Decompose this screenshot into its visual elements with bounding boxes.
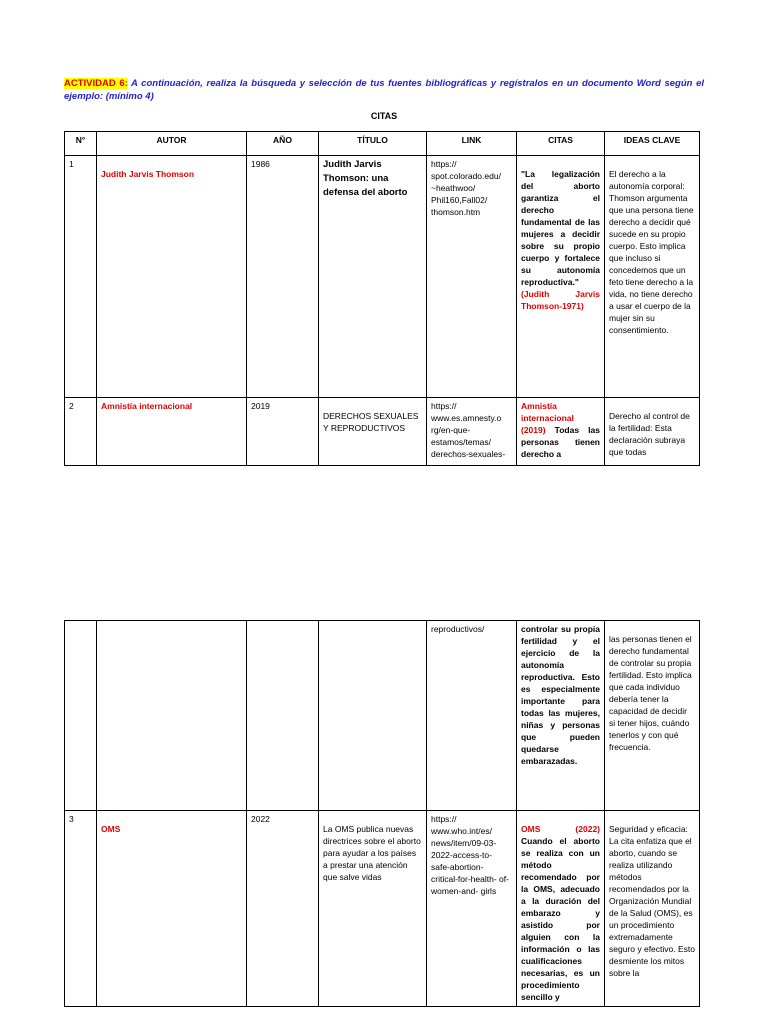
- row-anio: [247, 621, 319, 811]
- cita-ref: Amnistía internacional (2019): [521, 401, 574, 435]
- citations-table-page2: [64, 620, 700, 1007]
- cita-ref: (Judith Jarvis Thomson-1971): [521, 289, 600, 311]
- activity-text: A continuación, realiza la búsqueda y selección de tus fuentes bibliográficas y regístralos en un documento Word según el ejemplo: (mínimo 4): [64, 78, 704, 102]
- row-titulo: Judith Jarvis Thomson: una defensa del aborto: [319, 156, 427, 398]
- row-number: [65, 621, 97, 811]
- citas-heading: CITAS: [370, 111, 398, 121]
- titulo-text: La OMS publica nuevas directrices sobre el aborto para ayudar a los países a prestar una atención que salve vidas: [323, 824, 421, 882]
- ideas-text: Seguridad y eficacia: La cita enfatiza que el aborto, cuando se realiza utilizando métodos recomendados por la Organización Mundial de la Salud (OMS), es un procedimiento extremadamente seguro y efectivo. Esto desmiente los mitos sobre la: [609, 824, 695, 978]
- table-row: [65, 621, 700, 811]
- titulo-text: DERECHOS SEXUALES Y REPRODUCTIVOS: [323, 411, 419, 433]
- autor-text: Judith Jarvis Thomson: [101, 169, 195, 179]
- activity-instruction: [64, 77, 704, 103]
- row-cita: [517, 156, 605, 398]
- row-autor: [97, 811, 247, 1007]
- row-cita: [517, 621, 605, 811]
- cita-quote: "La legalización del aborto garantiza el derecho fundamental de las mujeres a decidir sobre su propio cuerpo y fortalece su autonomía reproductiva.": [521, 169, 600, 287]
- table-row: [65, 156, 700, 398]
- row-link: https:// spot.colorado.edu/ ~heathwoo/ Phil160,Fall02/ thomson.htm: [427, 156, 517, 398]
- ideas-text: las personas tienen el derecho fundamental de controlar su propia fertilidad. Esto implica que cada individuo debería tener la capacidad de decidir si tener hijos, cuándo tenerlos y con qué frecuencia.: [609, 634, 692, 752]
- table-row: [65, 398, 700, 466]
- col-header-titulo: TÍTULO: [319, 132, 427, 156]
- col-header-n: N°: [65, 132, 97, 156]
- table-row: [65, 811, 700, 1007]
- cita-quote: controlar su propia fertilidad y el ejercicio de la autonomía reproductiva. Esto es especialmente importante para todas las mujeres, niñas y personas que pueden quedarse embarazadas.: [521, 624, 600, 766]
- row-link: https:// www.es.amnesty.o rg/en-que- estamos/temas/ derechos-sexuales-: [427, 398, 517, 466]
- row-cita: [517, 811, 605, 1007]
- col-header-link: LINK: [427, 132, 517, 156]
- row-ideas: [605, 811, 700, 1007]
- row-autor: [97, 156, 247, 398]
- row-number: 2: [65, 398, 97, 466]
- row-titulo: [319, 398, 427, 466]
- ideas-text: Derecho al control de la fertilidad: Esta declaración subraya que todas: [609, 411, 690, 457]
- row-anio: 2019: [247, 398, 319, 466]
- row-anio: 1986: [247, 156, 319, 398]
- row-autor: Amnistía internacional: [97, 398, 247, 466]
- row-autor: [97, 621, 247, 811]
- col-header-anio: AÑO: [247, 132, 319, 156]
- col-header-autor: AUTOR: [97, 132, 247, 156]
- col-header-ideas: IDEAS CLAVE: [605, 132, 700, 156]
- row-number: 3: [65, 811, 97, 1007]
- row-titulo: [319, 811, 427, 1007]
- row-number: 1: [65, 156, 97, 398]
- row-link: reproductivos/: [427, 621, 517, 811]
- cita-quote: Todas las personas tienen derecho a: [521, 425, 600, 459]
- row-anio: 2022: [247, 811, 319, 1007]
- row-ideas: [605, 398, 700, 466]
- citations-table-page1: [64, 131, 700, 466]
- row-ideas: [605, 621, 700, 811]
- row-link: https:// www.who.int/es/ news/item/09-03- 2022-access-to- safe-abortion- critical-for-health- of-women-and- girls: [427, 811, 517, 1007]
- cita-ref: OMS (2022): [521, 824, 600, 834]
- row-ideas: [605, 156, 700, 398]
- table-header-row: [65, 132, 700, 156]
- col-header-citas: CITAS: [517, 132, 605, 156]
- autor-text: OMS: [101, 824, 121, 834]
- activity-tag: ACTIVIDAD 6:: [64, 78, 128, 89]
- ideas-text: El derecho a la autonomía corporal: Thomson argumenta que una persona tiene derecho a decidir qué sucede en su propio cuerpo. Esto implica que incluso si concedemos que un feto tiene derecho a la vida, no tiene derecho a usar el cuerpo de la mujer sin su consentimiento.: [609, 169, 694, 335]
- row-titulo: [319, 621, 427, 811]
- cita-quote: Cuando el aborto se realiza con un método recomendado por la OMS, adecuado a la duración del embarazo y asistido por alguien con la información o las cualificaciones necesarias, es un procedimiento sencillo y: [521, 836, 600, 1002]
- row-cita: [517, 398, 605, 466]
